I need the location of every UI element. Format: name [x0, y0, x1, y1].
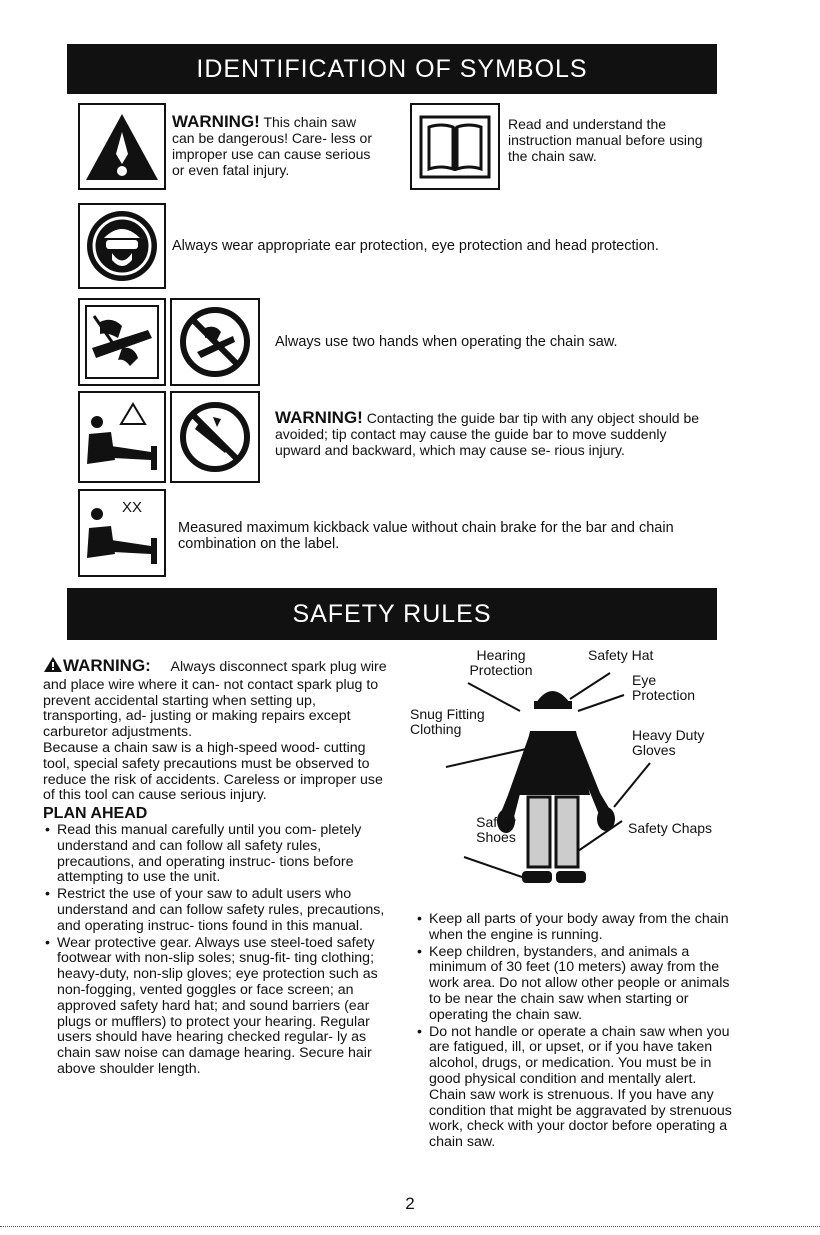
symbols-banner: IDENTIFICATION OF SYMBOLS — [67, 44, 717, 94]
safety-banner: SAFETY RULES — [67, 588, 717, 640]
safety-right-list — [415, 912, 733, 1151]
kickback-value-label: XX — [122, 499, 143, 516]
warning-symbol-text — [172, 114, 378, 178]
eye-protection-label: Eye Protection — [632, 672, 696, 703]
safety-right-column — [415, 912, 733, 1152]
two-hands-text: Always use two hands when operating the chain saw. — [275, 334, 618, 350]
bar-tip-prohibited-icon — [170, 391, 260, 483]
protection-text: Always wear appropriate ear protection, eye protection and head protection. — [172, 238, 659, 254]
plan-ahead-list — [43, 823, 396, 1078]
safety-warning-text: Always disconnect spark plug wire and place wire where it can- not contact spark plug to prevent accidental starting when setting up, transporting, ad- justing or making repairs except carburetor adjustments. — [43, 659, 387, 741]
warning-triangle-icon — [78, 103, 166, 190]
list-item: • Read this manual carefully until you com- pletely understand and can follow all safety rules, precautions, and operating instruc- tions before attempting to use the unit. — [43, 823, 396, 886]
list-item: • Do not handle or operate a chain saw when you are fatigued, ill, or upset, or if you have taken alcohol, drugs, or medication. You must be in good physical condition and mentally alert. Chain saw work is strenuous. If you have any condition that might be aggravated by strenuous work, check with your doctor before operating a chain saw. — [415, 1025, 733, 1151]
book-icon — [410, 103, 500, 190]
kickback-warning-heading: WARNING! — [275, 408, 363, 427]
warning-heading: WARNING! — [172, 112, 260, 131]
list-item: • Restrict the use of your saw to adult users who understand and can follow safety rules, precautions, and operating instruc- tions found in this manual. — [43, 887, 396, 934]
bottom-divider — [0, 1226, 820, 1227]
safety-hat-label: Safety Hat — [588, 647, 654, 663]
heavy-duty-gloves-label: Heavy Duty Gloves — [632, 727, 705, 758]
kickback-value-text: Measured maximum kickback value without chain brake for the bar and chain combination on the label. — [178, 520, 674, 552]
list-item: • Keep children, bystanders, and animals a minimum of 30 feet (10 meters) away from the work area. Do not allow other people or animals to be near the chain saw when starting or operating the chain saw. — [415, 945, 733, 1024]
page-number: 2 — [405, 1194, 415, 1213]
protective-gear-icon — [78, 203, 166, 289]
hearing-protection-label: Hearing Protection — [469, 647, 533, 678]
warning-icon — [43, 656, 63, 678]
safety-chaps-label: Safety Chaps — [628, 820, 713, 836]
safety-gear-figure — [410, 645, 730, 895]
two-hands-saw-icon — [78, 298, 166, 386]
one-hand-prohibited-icon — [170, 298, 260, 386]
kickback-warning-icon — [78, 391, 166, 483]
warning-body: This chain saw can be dangerous! Care- less or improper use can cause serious or even fatal injury. — [172, 114, 372, 178]
kickback-warning-text — [275, 410, 715, 458]
snug-fitting-clothing-label: Snug Fitting Clothing — [410, 706, 485, 737]
safety-shoes-label: Safety Shoes — [476, 814, 516, 845]
intro-paragraph: Because a chain saw is a high-speed wood- cutting tool, special safety precautions must be observed to reduce the risk of accidents. Careless or improper use of this tool can cause serious injury. — [43, 739, 383, 804]
warning-paragraph — [43, 656, 396, 741]
kickback-warning-body: Contacting the guide bar tip with any object should be avoided; tip contact may cause the guide bar to move suddenly upward and backward, which may cause se- rious injury. — [275, 410, 700, 458]
safety-left-column — [43, 656, 396, 1079]
manual-text: Read and understand the instruction manual before using the chain saw. — [508, 116, 703, 164]
kickback-value-icon — [78, 489, 166, 577]
list-item: • Keep all parts of your body away from the chain when the engine is running. — [415, 912, 733, 944]
safety-warning-heading: WARNING: — [63, 656, 151, 675]
plan-ahead-heading: PLAN AHEAD — [43, 805, 148, 823]
list-item: • Wear protective gear. Always use steel-toed safety footwear with non-slip soles; snug-fit- ting clothing; heavy-duty, non-slip gloves; eye protection such as non-fogging, vented goggles or face screen; an approved safety hard hat; and sound barriers (ear plugs or mufflers) to protect your hearing. Regular users should have hearing checked regular- ly as chain saw noise can damage hearing. Secure hair above shoulder length. — [43, 936, 396, 1078]
